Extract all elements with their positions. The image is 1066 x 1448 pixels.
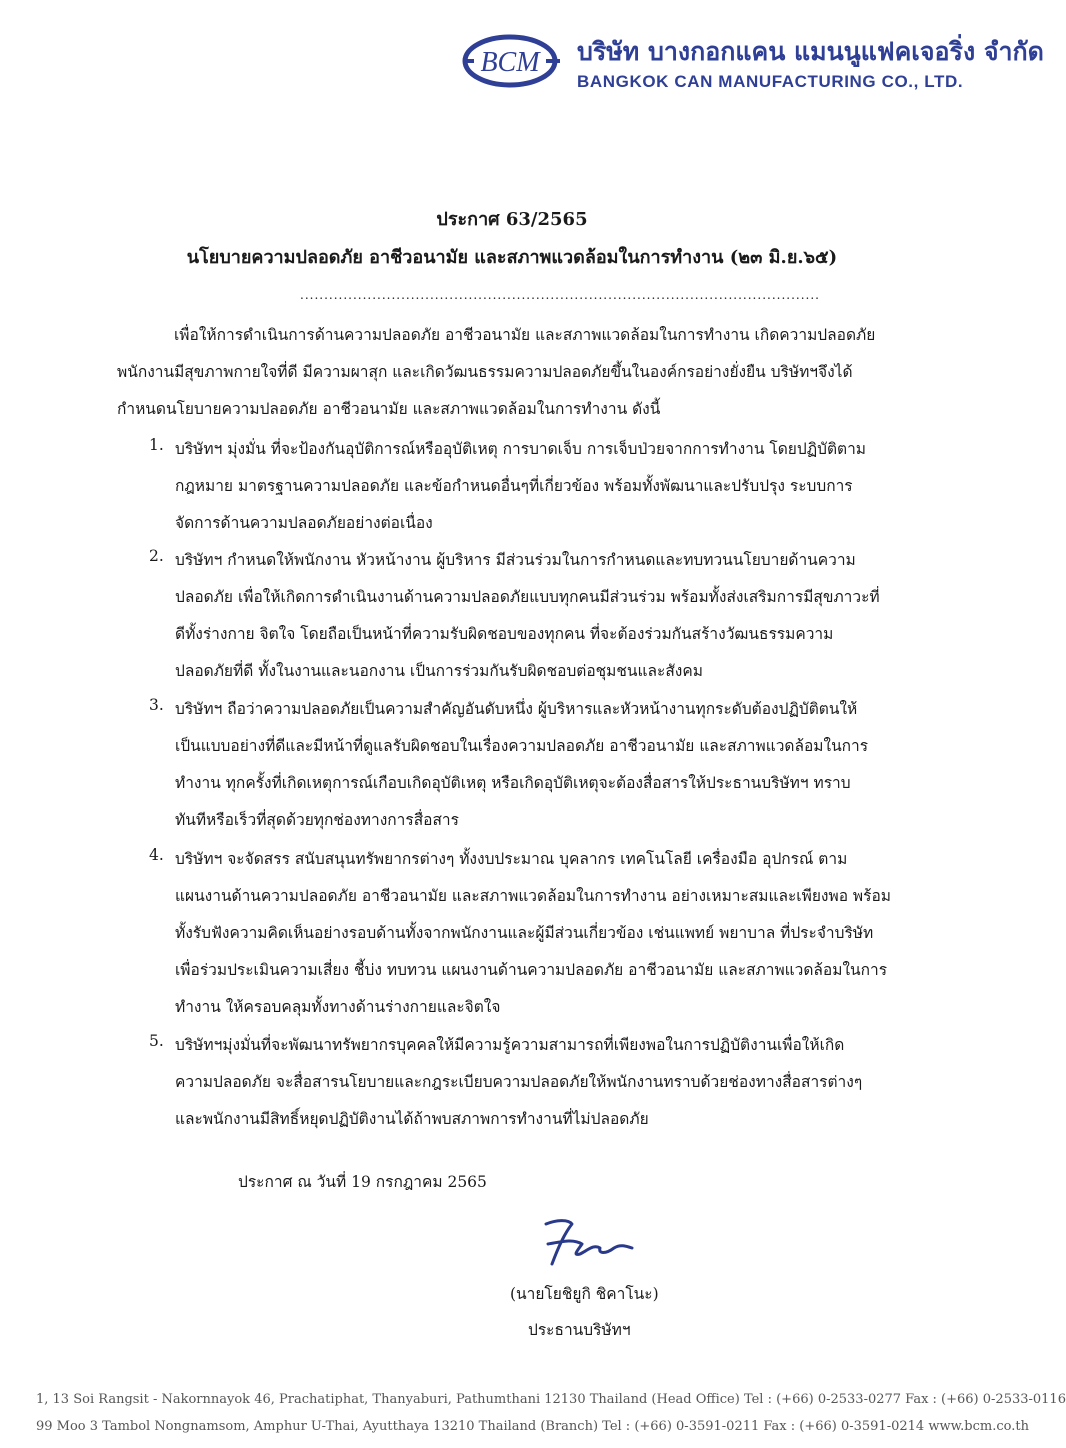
item-line: เป็นแบบอย่างที่ดีและมีหน้าที่ดูแลรับผิดชอบในเรื่องความปลอดภัย อาชีวอนามัย และสภาพแวดล้อมในการ (175, 737, 869, 755)
item-line: บริษัทฯ จะจัดสรร สนับสนุนทรัพยากรต่างๆ ทั้งงบประมาณ บุคลากร เทคโนโลยี เครื่องมือ อุปกรณ์ ตาม (175, 850, 848, 868)
item-line: ทั้งรับฟังความคิดเห็นอย่างรอบด้านทั้งจากพนักงานและผู้มีส่วนเกี่ยวข้อง เช่นแพทย์ พยาบาล ที่ประจำบริษัท (175, 924, 874, 942)
bcm-logo (462, 32, 562, 90)
item-line: ปลอดภัยที่ดี ทั้งในงานและนอกงาน เป็นการร่วมกันรับผิดชอบต่อชุมชนและสังคม (175, 662, 703, 680)
footer-branch: 99 Moo 3 Tambol Nongnamsom, Amphur U-Thai, Ayutthaya 13210 Thailand (Branch) Tel : (+66) 0-3591-0211 Fax : (+66) 0-3591-0214 www.bcm.co.th (36, 1419, 1029, 1434)
item-line: ดีทั้งร่างกาย จิตใจ โดยถือเป็นหน้าที่ความรับผิดชอบของทุกคน ที่จะต้องร่วมกันสร้างวัฒนธรรมความ (175, 625, 834, 643)
intro-line: กำหนดนโยบายความปลอดภัย อาชีวอนามัย และสภาพแวดล้อมในการทำงาน ดังนี้ (117, 400, 661, 418)
policy-title: นโยบายความปลอดภัย อาชีวอนามัย และสภาพแวดล้อมในการทำงาน (๒๓ มิ.ย.๖๕) (186, 247, 838, 268)
announcement-date: ประกาศ ณ วันที่ 19 กรกฎาคม 2565 (238, 1173, 487, 1191)
item-line: ความปลอดภัย จะสื่อสารนโยบายและกฎระเบียบความปลอดภัยให้พนักงานทราบด้วยช่องทางสื่อสารต่างๆ (175, 1073, 863, 1091)
company-name-english: BANGKOK CAN MANUFACTURING CO., LTD. (577, 72, 964, 91)
item-number: 3. (149, 696, 164, 714)
announcement-number: ประกาศ 63/2565 (436, 209, 588, 230)
intro-line: เพื่อให้การดำเนินการด้านความปลอดภัย อาชีวอนามัย และสภาพแวดล้อมในการทำงาน เกิดความปลอดภัย (174, 326, 876, 344)
item-line: ทันทีหรือเร็วที่สุดด้วยทุกช่องทางการสื่อสาร (175, 811, 459, 829)
item-line: บริษัทฯ กำหนดให้พนักงาน หัวหน้างาน ผู้บริหาร มีส่วนร่วมในการกำหนดและทบทวนนโยบายด้านความ (175, 551, 856, 569)
intro-line: พนักงานมีสุขภาพกายใจที่ดี มีความผาสุก และเกิดวัฒนธรรมความปลอดภัยขึ้นในองค์กรอย่างยั่งยืน บริษัทฯจึงได้ (117, 363, 853, 381)
signer-title: ประธานบริษัทฯ (528, 1321, 631, 1339)
item-number: 5. (149, 1032, 164, 1050)
item-line: บริษัทฯ มุ่งมั่น ที่จะป้องกันอุบัติการณ์หรืออุบัติเหตุ การบาดเจ็บ การเจ็บป่วยจากการทำงาน โดยปฏิบัติตาม (175, 440, 866, 458)
item-number: 1. (149, 436, 164, 454)
item-line: ปลอดภัย เพื่อให้เกิดการดำเนินงานด้านความปลอดภัยแบบทุกคนมีส่วนร่วม พร้อมทั้งส่งเสริมการมีสุขภาวะที่ (175, 588, 880, 606)
item-line: จัดการด้านความปลอดภัยอย่างต่อเนื่อง (175, 514, 433, 532)
footer-head-office: 1, 13 Soi Rangsit - Nakornnayok 46, Prachatiphat, Thanyaburi, Pathumthani 12130 Thailand (Head Office) Tel : (+66) 0-2533-0277 Fax : (+66) 0-2533-0116 (36, 1392, 1066, 1407)
letterhead (462, 30, 1044, 100)
divider: ............................................................................................................ (300, 288, 820, 302)
item-number: 2. (149, 547, 164, 565)
company-name-thai: บริษัท บางกอกแคน แมนนูแฟคเจอริ่ง จำกัด (577, 37, 1044, 66)
item-line: บริษัทฯมุ่งมั่นที่จะพัฒนาทรัพยากรบุคคลให้มีความรู้ความสามารถที่เพียงพอในการปฏิบัติงานเพื่อให้เกิด (175, 1036, 845, 1054)
item-line: และพนักงานมีสิทธิ์หยุดปฏิบัติงานได้ถ้าพบสภาพการทำงานที่ไม่ปลอดภัย (175, 1110, 649, 1128)
item-line: บริษัทฯ ถือว่าความปลอดภัยเป็นความสำคัญอันดับหนึ่ง ผู้บริหารและหัวหน้างานทุกระดับต้องปฏิบัติตนให้ (175, 700, 858, 718)
item-line: กฎหมาย มาตรฐานความปลอดภัย และข้อกำหนดอื่นๆที่เกี่ยวข้อง พร้อมทั้งพัฒนาและปรับปรุง ระบบการ (175, 477, 853, 495)
item-number: 4. (149, 846, 164, 864)
item-line: เพื่อร่วมประเมินความเสี่ยง ชี้บ่ง ทบทวน แผนงานด้านความปลอดภัย อาชีวอนามัย และสภาพแวดล้อมในการ (175, 961, 888, 979)
item-line: แผนงานด้านความปลอดภัย อาชีวอนามัย และสภาพแวดล้อมในการทำงาน อย่างเหมาะสมและเพียงพอ พร้อม (175, 887, 891, 905)
handwritten-signature (528, 1214, 648, 1274)
item-line: ทำงาน ทุกครั้งที่เกิดเหตุการณ์เกือบเกิดอุบัติเหตุ หรือเกิดอุบัติเหตุจะต้องสื่อสารให้ประธานบริษัทฯ ทราบ (175, 774, 851, 792)
signer-name: (นายโยชิยูกิ ชิคาโนะ) (510, 1285, 659, 1303)
logo-text: BCM (480, 47, 540, 78)
item-line: ทำงาน ให้ครอบคลุมทั้งทางด้านร่างกายและจิตใจ (175, 998, 501, 1016)
